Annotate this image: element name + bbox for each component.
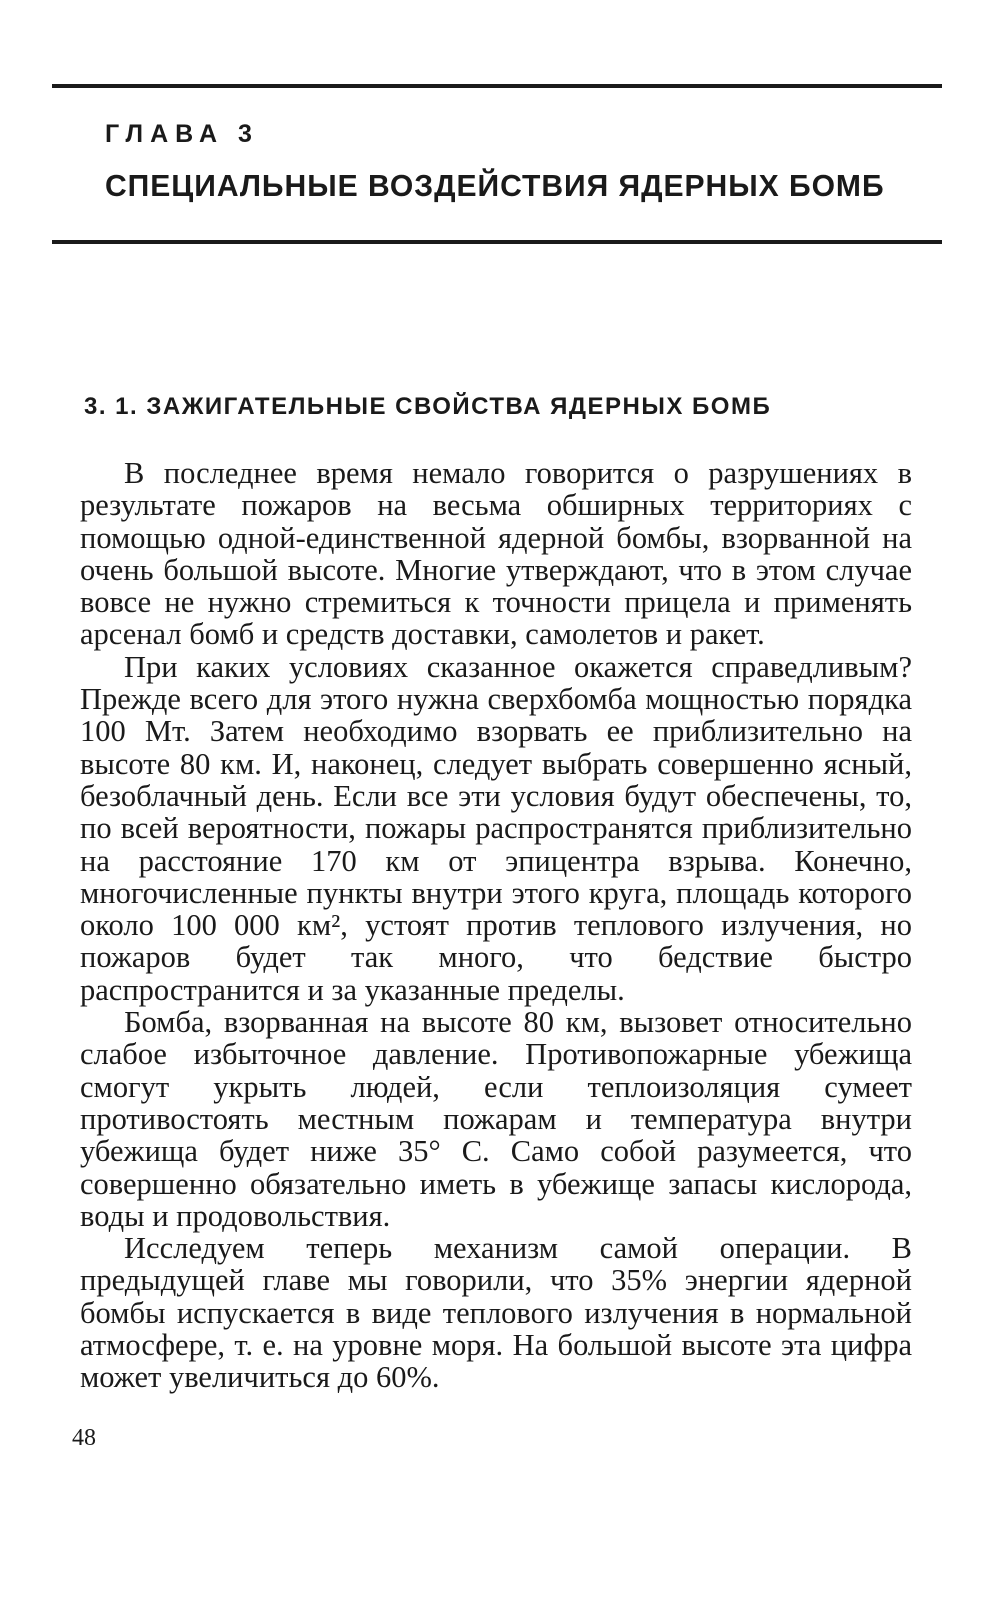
body-text: [80, 457, 912, 1394]
chapter-label: ГЛАВА 3: [105, 120, 259, 148]
top-rule: [52, 84, 942, 88]
paragraph: Бомба, взорванная на высоте 80 км, вызовет относительно слабое избыточное давление. Противопожарные убежища смогут укрыть людей, если теплоизоляция сумеет противостоять местным пожарам и температура внутри убежища будет ниже 35° С. Само собой разумеется, что совершенно обязательно иметь в убежище запасы кислорода, воды и продовольствия.: [80, 1005, 912, 1233]
paragraph: В последнее время немало говорится о разрушениях в результате пожаров на весьма обширных территориях с помощью одной-единственной ядерной бомбы, взорванной на очень большой высоте. Многие утверждают, что в этом случае вовсе не нужно стремиться к точности прицела и применять арсенал бомб и средств доставки, самолетов и ракет.: [80, 456, 912, 652]
bottom-rule: [52, 240, 942, 244]
chapter-title: СПЕЦИАЛЬНЫЕ ВОЗДЕЙСТВИЯ ЯДЕРНЫХ БОМБ: [105, 168, 885, 203]
paragraph: Исследуем теперь механизм самой операции. В предыдущей главе мы говорили, что 35% энергии ядерной бомбы испускается в виде теплового излучения в нормальной атмосфере, т. е. на уровне моря. На большой высоте эта цифра может увеличиться до 60%.: [80, 1231, 912, 1395]
section-title: 3. 1. ЗАЖИГАТЕЛЬНЫЕ СВОЙСТВА ЯДЕРНЫХ БОМБ: [84, 393, 772, 420]
paragraph: При каких условиях сказанное окажется справедливым? Прежде всего для этого нужна сверхбомба мощностью порядка 100 Мт. Затем необходимо взорвать ее приблизительно на высоте 80 км. И, наконец, следует выбрать совершенно ясный, безоблачный день. Если все эти условия будут обеспечены, то, по всей вероятности, пожары распространятся приблизительно на расстояние 170 км от эпицентра взрыва. Конечно, многочисленные пункты внутри этого круга, площадь которого около 100 000 км², устоят против теплового излучения, но пожаров будет так много, что бедствие быстро распространится и за указанные пределы.: [80, 649, 912, 1007]
page-number: 48: [72, 1425, 96, 1451]
